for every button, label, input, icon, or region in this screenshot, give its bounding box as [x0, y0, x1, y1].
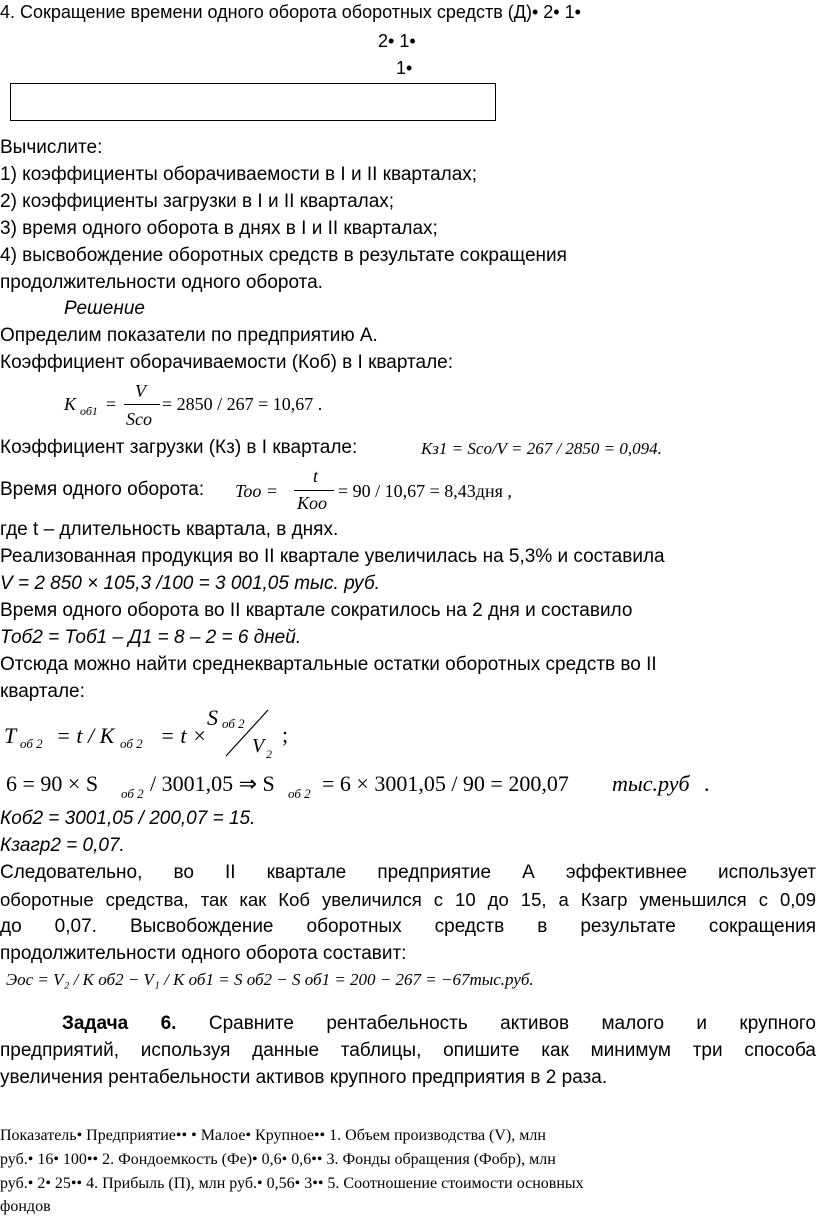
task-item-4: 4) высвобождение оборотных средств в результате сокращения — [0, 245, 567, 266]
formula-numerator: V — [135, 381, 146, 401]
task6-text: Сравните рентабельность активов малого и крупного — [208, 1013, 816, 1034]
table-flattened-line-2: руб.• 16• 100•• 2. Фондоемкость (Фе)• 0,6• 0,6•• 3. Фонды обращения (Фобр), млн — [0, 1151, 556, 1168]
task-item-3: 3) время одного оборота в днях в I и II кварталах; — [0, 218, 438, 239]
heading-line-3: 1• — [396, 58, 413, 78]
solution-title: Решение — [64, 298, 145, 319]
formula-part: = t / K — [56, 723, 115, 748]
fraction-bar — [294, 490, 334, 491]
paragraph-line: продолжительности одного оборота составит: — [0, 943, 407, 964]
formula-numerator: S — [207, 705, 218, 730]
text-line: квартале: — [0, 681, 85, 702]
task6-label: Задача 6. — [62, 1013, 177, 1034]
table-flattened-line-4: фондов — [0, 1198, 51, 1215]
table-flattened-line-3: руб.• 2• 25•• 4. Прибыль (П), млн руб.• 0,56• 3•• 5. Соотношение стоимости основных — [0, 1175, 584, 1192]
fraction-bar — [124, 404, 160, 405]
formula-denominator: Koo — [297, 493, 328, 513]
text-line-italic: V = 2 850 × 105,3 /100 = 3 001,05 тыс. руб. — [0, 573, 380, 594]
formula-end: ; — [282, 722, 289, 747]
text-line: Определим показатели по предприятию А. — [0, 325, 378, 346]
formula-symbol: Too = — [235, 481, 279, 501]
formula-denominator: V — [252, 735, 265, 757]
paragraph-line: до 0,07. Высвобождение оборотных средств в результате сокращения — [0, 916, 816, 937]
empty-table-box — [10, 83, 496, 121]
formula-numerator: t — [313, 466, 319, 486]
formula-part: / 3001,05 ⇒ S — [150, 771, 275, 796]
heading-line-1: 4. Сокращение времени одного оборота оборотных средств (Д)• 2• 1• — [0, 2, 581, 22]
text-line: Время одного оборота во II квартале сократилось на 2 дня и составило — [0, 600, 633, 621]
text-line-italic: Кзагр2 = 0,07. — [0, 835, 125, 856]
text-line: Отсюда можно найти среднеквартальные остатки оборотных средств во II — [0, 654, 657, 675]
heading-line-2: 2• 1• — [378, 31, 416, 51]
task-item-4-cont: продолжительности одного оборота. — [0, 272, 323, 293]
formula-result: = 2850 / 267 = 10,67 . — [162, 394, 323, 414]
text-line-italic: Коб2 = 3001,05 / 200,07 = 15. — [0, 808, 256, 829]
text-line-italic: Тоб2 = Тоб1 – Д1 = 8 – 2 = 6 дней. — [0, 627, 302, 648]
formula-end: . — [704, 771, 710, 796]
formula-subscript: об 2 — [222, 716, 245, 731]
text-line: Коэффициент загрузки (Кз) в I квартале: — [0, 437, 358, 458]
text-line: Реализованная продукция во II квартале увеличилась на 5,3% и составила — [0, 546, 665, 567]
formula-denominator: Sco — [126, 409, 152, 429]
formula-symbol: K — [64, 394, 77, 414]
paragraph-line: оборотные средства, так как Коб увеличился с 10 до 15, а Кзагр уменьшился с 0,09 — [0, 889, 816, 910]
formula-symbol: T — [4, 723, 17, 748]
formula-part: = t × — [160, 723, 207, 748]
slash-fraction-bar — [222, 708, 272, 760]
formula-subscript: об 2 — [120, 736, 143, 751]
formula-subscript: об1 — [80, 404, 98, 418]
formula-kz1: Кз1 = Sco/V = 267 / 2850 = 0,094. — [421, 439, 662, 458]
task6-line-2: предприятий, используя данные таблицы, опишите как минимум три способа — [0, 1040, 816, 1061]
formula-part: 6 = 90 × S — [6, 771, 99, 796]
formula-part: = 6 × 3001,05 / 90 = 200,07 — [322, 771, 569, 796]
formula-subscript: об 2 — [20, 736, 43, 751]
formula-subscript: 2 — [266, 747, 272, 761]
formula-subscript: об 2 — [121, 786, 144, 801]
task-item-1: 1) коэффициенты оборачиваемости в I и II кварталах; — [0, 164, 478, 185]
text-line: где t – длительность квартала, в днях. — [0, 519, 339, 540]
task6-line-3: увеличения рентабельности активов крупного предприятия в 2 раза. — [0, 1067, 608, 1088]
formula-units: тыс.руб — [612, 771, 690, 796]
formula-eq: = — [106, 394, 117, 414]
paragraph-line: Следовательно, во II квартале предприятие А эффективнее использует — [0, 862, 816, 883]
text-line: Время одного оборота: — [0, 479, 205, 500]
task-intro: Вычислите: — [0, 137, 103, 158]
table-flattened-line-1: Показатель• Предприятие•• • Малое• Крупное•• 1. Объем производства (V), млн — [0, 1127, 546, 1144]
formula-eos: Эос = V₂ / K об2 − V₁ / K об1 = S об2 − S об1 = 200 − 267 = −67тыс.руб. — [6, 970, 534, 989]
text-line: Коэффициент оборачиваемости (Коб) в I квартале: — [0, 352, 454, 373]
task-item-2: 2) коэффициенты загрузки в I и II кварталах; — [0, 191, 395, 212]
formula-subscript: об 2 — [288, 786, 311, 801]
formula-result: = 90 / 10,67 = 8,43дня , — [338, 481, 512, 501]
